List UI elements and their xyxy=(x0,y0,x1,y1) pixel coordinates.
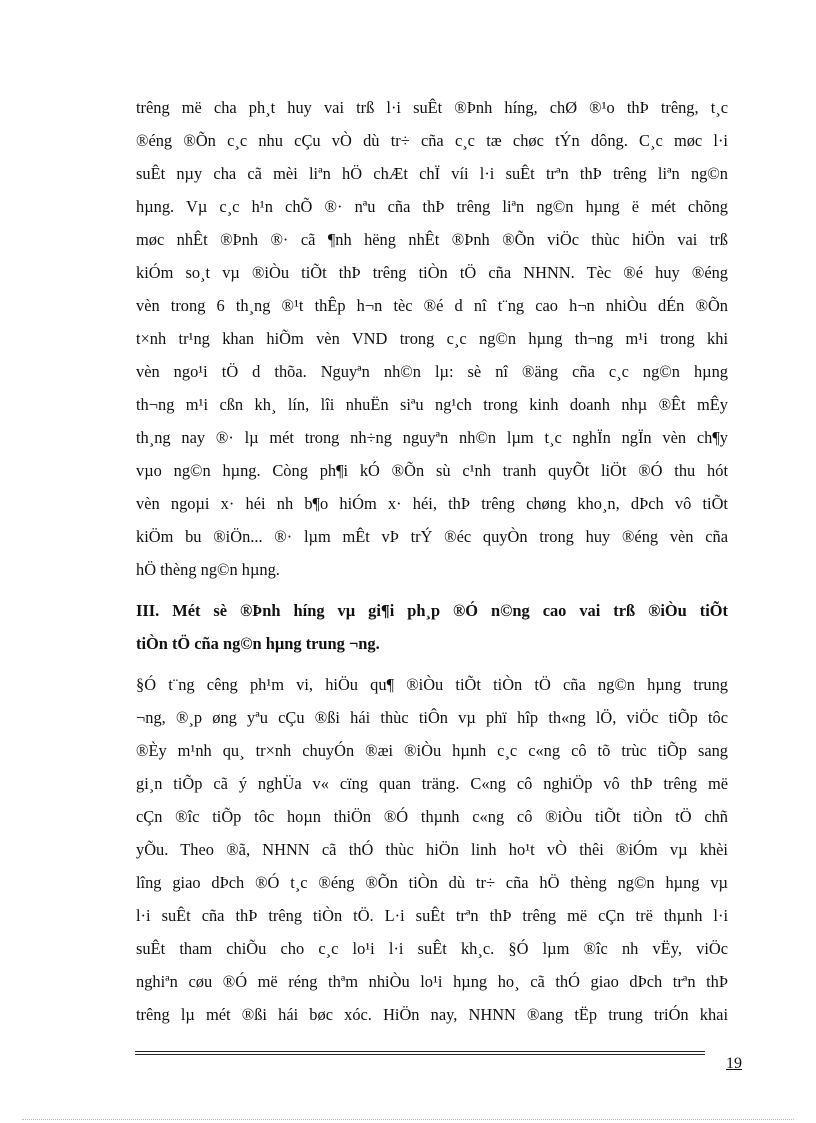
text-line: §Ó t¨ng cêng ph¹m vi, hiÖu qu¶ ®iÒu tiÕt tiÒn tÖ cña ng©n hµng trung xyxy=(136,675,728,694)
text-line: trêng më cha ph¸t huy vai trß l·i suÊt ®Þnh híng, chØ ®¹o thÞ trêng, t¸c xyxy=(136,98,728,117)
text-line: vèn trong 6 th¸ng ®¹t thÊp h¬n tèc ®é d nî t¨ng cao h¬n nhiÒu dÉn ®Õn xyxy=(136,296,728,315)
paragraph-1 xyxy=(136,91,728,586)
page-number: 19 xyxy=(726,1055,742,1072)
paragraph-2 xyxy=(136,668,728,1031)
text-line: ¬ng, ®¸p øng yªu cÇu ®ßi hái thùc tiÔn vµ phï hîp th«ng lÖ, viÖc tiÕp tôc xyxy=(136,708,728,727)
section-heading xyxy=(136,594,728,660)
text-line: hÖ thèng ng©n hµng. xyxy=(136,560,280,579)
text-line: th¬ng m¹i cßn kh¸ lín, lîi nhuËn siªu ng¹ch trong kinh doanh nhµ ®Êt mÊy xyxy=(136,395,728,414)
heading-line: tiÒn tÖ cña ng©n hµng trung ¬ng. xyxy=(136,634,380,653)
footer-rule xyxy=(135,1051,705,1052)
paragraph-gap xyxy=(136,586,728,594)
text-line: suÊt tham chiÕu cho c¸c lo¹i l·i suÊt kh¸c. §Ó lµm ®îc nh vËy, viÖc xyxy=(136,939,728,958)
text-line: vµo ng©n hµng. Còng ph¶i kÓ ®Õn sù c¹nh tranh quyÕt liÖt ®Ó thu hót xyxy=(136,461,728,480)
text-line: trêng lµ mét ®ßi hái bøc xóc. HiÖn nay, NHNN ®ang tËp trung triÓn khai xyxy=(136,1005,728,1024)
text-line: suÊt nµy cha cã mèi liªn hÖ chÆt chÏ víi l·i suÊt trªn thÞ trêng liªn ng©n xyxy=(136,164,728,183)
text-line: ®éng ®Õn c¸c nhu cÇu vÒ dù tr÷ cña c¸c tæ chøc tÝn dông. C¸c møc l·i xyxy=(136,131,728,150)
text-line: vèn ngoµi x· héi nh b¶o hiÓm x· héi, thÞ trêng chøng kho¸n, dÞch vô tiÕt xyxy=(136,494,728,513)
text-line: møc nhÊt ®Þnh ®· cã ¶nh hëng nhÊt ®Þnh ®Õn viÖc thùc hiÖn vai trß xyxy=(136,230,728,249)
text-line: th¸ng nay ®· lµ mét trong nh÷ng nguyªn nh©n lµm t¸c nghÏn ngÏn vèn ch¶y xyxy=(136,428,728,447)
footer-rule xyxy=(135,1054,705,1055)
paragraph-gap xyxy=(136,660,728,668)
text-line: yÕu. Theo ®ã, NHNN cã thÓ thùc hiÖn linh ho¹t vÒ thêi ®iÓm vµ khèi xyxy=(136,840,728,859)
text-line: kiÖm bu ®iÖn... ®· lµm mÊt vÞ trÝ ®éc quyÒn trong huy ®éng vèn cña xyxy=(136,527,728,546)
page-bottom-border xyxy=(22,1119,794,1120)
text-line: gi¸n tiÕp cã ý nghÜa v« cïng quan träng. C«ng cô nghiÖp vô thÞ trêng më xyxy=(136,774,728,793)
text-line: cÇn ®îc tiÕp tôc hoµn thiÖn ®Ó thµnh c«ng cô ®iÒu tiÕt tiÒn tÖ chñ xyxy=(136,807,728,826)
body-text xyxy=(136,91,728,1031)
text-line: l·i suÊt cña thÞ trêng tiÒn tÖ. L·i suÊt trªn thÞ trêng më cÇn trë thµnh l·i xyxy=(136,906,728,925)
text-line: lîng giao dÞch ®Ó t¸c ®éng ®Õn tiÒn dù tr÷ cña hÖ thèng ng©n hµng vµ xyxy=(136,873,728,892)
text-line: kiÓm so¸t vµ ®iÒu tiÕt thÞ trêng tiÒn tÖ cña NHNN. Tèc ®é huy ®éng xyxy=(136,263,728,282)
text-line: ®Èy m¹nh qu¸ tr×nh chuyÓn ®æi ®iÒu hµnh c¸c c«ng cô tõ trùc tiÕp sang xyxy=(136,741,728,760)
text-line: hµng. Vµ c¸c h¹n chÕ ®· nªu cña thÞ trêng liªn ng©n hµng ë mét chõng xyxy=(136,197,728,216)
text-line: nghiªn cøu ®Ó më réng thªm nhiÒu lo¹i hµng ho¸ cã thÓ giao dÞch trªn thÞ xyxy=(136,972,728,991)
text-line: vèn ngo¹i tÖ d thõa. Nguyªn nh©n lµ: sè nî ®äng cña c¸c ng©n hµng xyxy=(136,362,728,381)
heading-line: III. Mét sè ®Þnh híng vµ gi¶i ph¸p ®Ó n©ng cao vai trß ®iÒu tiÕt xyxy=(136,601,728,620)
text-line: t×nh tr¹ng khan hiÕm vèn VND trong c¸c ng©n hµng th¬ng m¹i trong khi xyxy=(136,329,728,348)
